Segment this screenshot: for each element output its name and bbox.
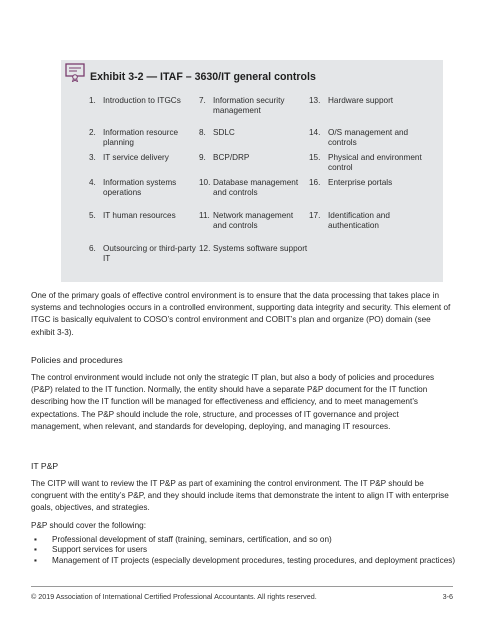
exhibit-item: 11. Network management and controls xyxy=(199,211,294,231)
exhibit-item xyxy=(309,244,439,268)
page-number: 3-6 xyxy=(442,592,453,601)
list-item: ▪ Support services for users xyxy=(31,545,461,555)
heading-policies-procedures: Policies and procedures xyxy=(31,355,123,365)
paragraph-it-pp: The CITP will want to review the IT P&P as part of examining the control environment. The IT P&P should be congruent with the entity’s P&P, and they should include items that demonstrate the intent to align IT with enterprise goals, objectives, and strategies. xyxy=(31,479,449,513)
exhibit-item: 9. BCP/DRP xyxy=(199,153,250,162)
exhibit-item: 15. Physical and environment control xyxy=(309,153,422,173)
exhibit-table xyxy=(89,96,439,268)
exhibit-row xyxy=(89,96,439,128)
exhibit-row xyxy=(89,153,439,178)
list-item: ▪ Management of IT projects (especially development procedures, testing procedures, and deployment practices) xyxy=(31,556,461,566)
exhibit-item: 12. Systems software support xyxy=(199,244,308,253)
list-item: ▪ Professional development of staff (training, seminars, certification, and so on) xyxy=(31,535,461,545)
exhibit-item: 4. Information systems operations xyxy=(89,178,177,198)
exhibit-item: 5. IT human resources xyxy=(89,211,176,220)
exhibit-item: 7. Information security management xyxy=(199,96,285,116)
exhibit-item: 17. Identification and authentication xyxy=(309,211,390,231)
exhibit-box xyxy=(61,60,443,282)
exhibit-item: 3. IT service delivery xyxy=(89,153,169,162)
exhibit-item: 13. Hardware support xyxy=(309,96,394,105)
exhibit-row xyxy=(89,244,439,268)
bullet-icon: ▪ xyxy=(34,555,37,565)
bullet-icon: ▪ xyxy=(34,535,37,544)
exhibit-item: 2. Information resource planning xyxy=(89,128,179,148)
certificate-icon xyxy=(64,62,86,82)
exhibit-item: 16. Enterprise portals xyxy=(309,178,393,187)
bullet-icon: ▪ xyxy=(34,545,37,555)
exhibit-title: Exhibit 3-2 — ITAF – 3630/IT general controls xyxy=(90,71,316,83)
exhibit-item: 8. SDLC xyxy=(199,128,235,137)
exhibit-row xyxy=(89,178,439,211)
exhibit-item: 1. Introduction to ITGCs xyxy=(89,96,181,105)
exhibit-row xyxy=(89,211,439,244)
bullet-list xyxy=(31,535,461,566)
exhibit-row xyxy=(89,128,439,153)
paragraph-policies-procedures: The control environment would include not only the strategic IT plan, but also a body of policies and procedures (P&P) related to the IT function. Normally, the entity should have a separate P&P document for the IT function describing how the IT function will be managed for effectiveness and efficiency, and to meet management’s expectations. The P&P should include the role, structure, and processes of IT governance and project management, when relevant, and standards for developing, deploying, and managing IT resources. xyxy=(31,373,435,431)
paragraph-control-environment: One of the primary goals of effective control environment is to ensure that the data processing that takes place in systems and technologies occurs in a controlled environment, supporting data integrity and security. This element of ITGC is basically equivalent to COSO’s control environment and COBIT’s plan and organize (PO) domain (see exhibit 3-3). xyxy=(31,291,451,337)
exhibit-item: 14. O/S management and controls xyxy=(309,128,409,148)
exhibit-item: 6. Outsourcing or third-party IT xyxy=(89,244,196,264)
footer-copyright: © 2019 Association of International Certified Professional Accountants. All rights reserved. xyxy=(31,592,317,601)
exhibit-item: 10. Database management and controls xyxy=(199,178,299,198)
paragraph-pp-cover: P&P should cover the following: xyxy=(31,521,146,530)
heading-it-pp: IT P&P xyxy=(31,461,59,471)
footer-divider xyxy=(31,586,453,587)
